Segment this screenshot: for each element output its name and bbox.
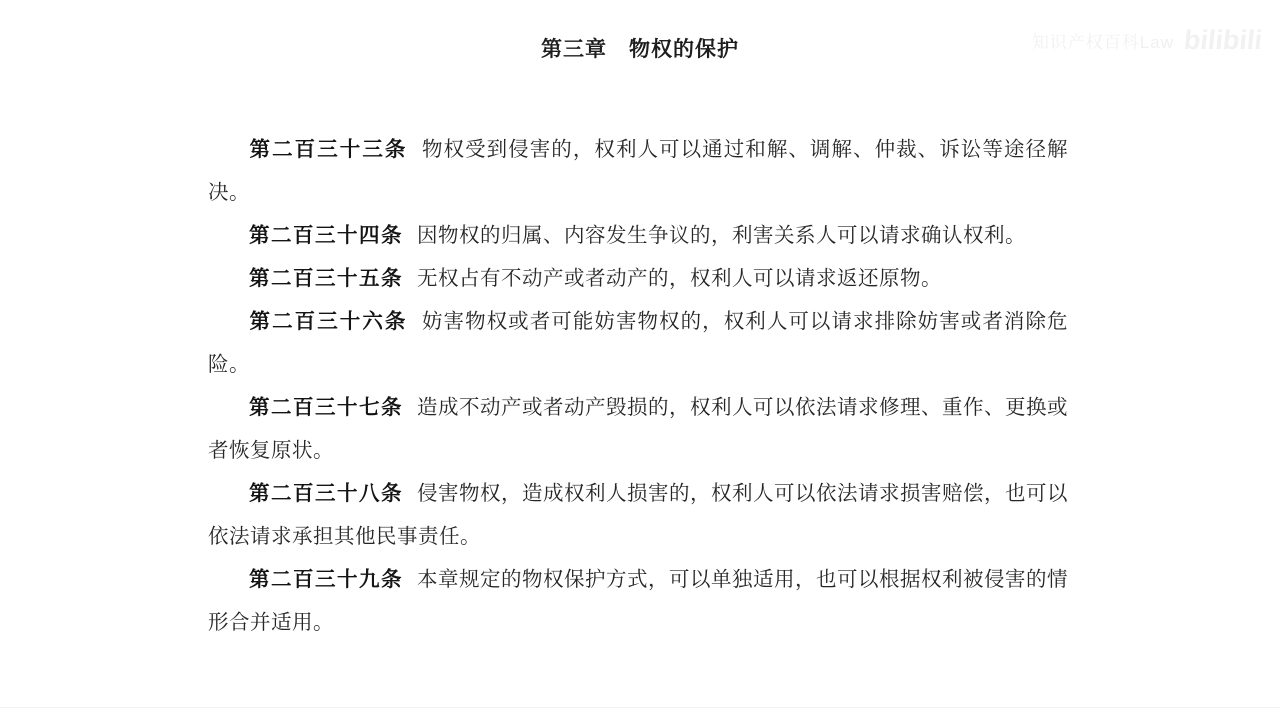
article-text: 造成不动产或者动产毁损的，权利人可以依法请求修理、重作、更换或者恢复原状。 <box>208 397 1068 462</box>
article-item <box>208 473 1068 559</box>
article-text: 本章规定的物权保护方式，可以单独适用，也可以根据权利被侵害的情形合并适用。 <box>208 569 1068 634</box>
article-item <box>208 215 1068 258</box>
article-text: 侵害物权，造成权利人损害的，权利人可以依法请求损害赔偿，也可以依法请求承担其他民事责任。 <box>208 483 1068 548</box>
page-title: 第三章 物权的保护 <box>541 37 739 61</box>
article-text: 妨害物权或者可能妨害物权的，权利人可以请求排除妨害或者消除危险。 <box>208 311 1068 376</box>
bottom-edge <box>0 707 1280 720</box>
article-text: 物权受到侵害的，权利人可以通过和解、调解、仲裁、诉讼等途径解决。 <box>208 139 1068 204</box>
watermark-text: 知识产权百科Law <box>1031 32 1174 52</box>
article-text: 无权占有不动产或者动产的，权利人可以请求返还原物。 <box>417 268 942 290</box>
article-item <box>208 301 1068 387</box>
bilibili-logo-icon: bilibili <box>1182 24 1264 55</box>
article-number: 第二百三十四条 <box>249 225 403 247</box>
article-item <box>208 129 1068 215</box>
article-list <box>208 129 1068 645</box>
article-number: 第二百三十八条 <box>249 483 403 505</box>
article-number: 第二百三十九条 <box>249 569 403 591</box>
article-item <box>208 559 1068 645</box>
article-text: 因物权的归属、内容发生争议的，利害关系人可以请求确认权利。 <box>417 225 1026 247</box>
article-number: 第二百三十三条 <box>249 139 408 161</box>
article-item <box>208 387 1068 473</box>
article-number: 第二百三十六条 <box>249 311 408 333</box>
article-number: 第二百三十七条 <box>249 397 403 419</box>
article-item <box>208 258 1068 301</box>
article-number: 第二百三十五条 <box>249 268 403 290</box>
